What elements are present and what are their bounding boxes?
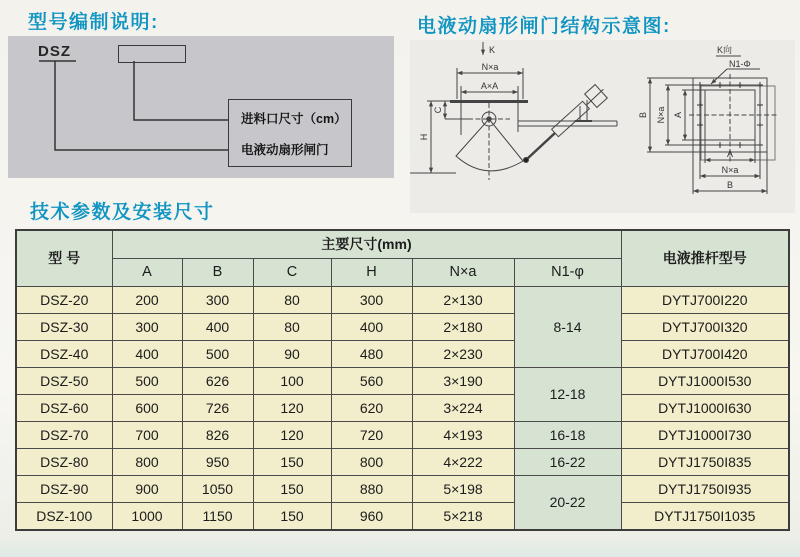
dim-cell: 960 <box>331 502 412 530</box>
dim-label-nxa-bottom: N×a <box>721 165 739 175</box>
section-title-tech-params: 技术参数及安装尺寸 <box>30 202 215 223</box>
model-cell: DSZ-50 <box>16 367 112 394</box>
col-header-b: B <box>182 258 253 286</box>
n1-range-cell: 8-14 <box>514 286 621 367</box>
rod-model-cell: DYTJ1750I935 <box>621 475 789 502</box>
callout-inlet-size: 进料口尺寸（cm） <box>241 112 347 126</box>
n1-range-cell: 20-22 <box>514 475 621 530</box>
dim-cell: 80 <box>253 313 331 340</box>
dim-label-a-left: A <box>673 111 683 119</box>
dim-cell: 90 <box>253 340 331 367</box>
dim-cell: 480 <box>331 340 412 367</box>
table-row <box>16 394 789 421</box>
model-cell: DSZ-60 <box>16 394 112 421</box>
dim-cell: 200 <box>112 286 182 313</box>
rod-model-cell: DYTJ700I320 <box>621 313 789 340</box>
dim-label-a-bottom: A <box>726 149 734 159</box>
rod-model-cell: DYTJ700I220 <box>621 286 789 313</box>
dim-cell: 1000 <box>112 502 182 530</box>
dim-label-c: C <box>433 106 443 114</box>
dim-cell: 560 <box>331 367 412 394</box>
dim-cell: 150 <box>253 475 331 502</box>
dim-cell: 600 <box>112 394 182 421</box>
dim-cell: 4×193 <box>412 421 514 448</box>
rod-model-cell: DYTJ1000I730 <box>621 421 789 448</box>
model-cell: DSZ-30 <box>16 313 112 340</box>
dim-cell: 5×218 <box>412 502 514 530</box>
dim-cell: 100 <box>253 367 331 394</box>
model-cell: DSZ-70 <box>16 421 112 448</box>
dim-cell: 2×130 <box>412 286 514 313</box>
section-title-structure: 电液动扇形闸门结构示意图: <box>417 16 671 37</box>
dim-cell: 300 <box>112 313 182 340</box>
table-row <box>16 286 789 313</box>
col-header-a: A <box>112 258 182 286</box>
col-header-h: H <box>331 258 412 286</box>
dim-cell: 300 <box>182 286 253 313</box>
dim-cell: 500 <box>182 340 253 367</box>
model-cell: DSZ-80 <box>16 448 112 475</box>
model-code-text: DSZ <box>38 43 71 60</box>
dim-cell: 726 <box>182 394 253 421</box>
dim-cell: 720 <box>331 421 412 448</box>
table-row <box>16 421 789 448</box>
dim-cell: 4×222 <box>412 448 514 475</box>
table-row <box>16 340 789 367</box>
dim-cell: 950 <box>182 448 253 475</box>
n1-range-cell: 12-18 <box>514 367 621 421</box>
dim-cell: 1150 <box>182 502 253 530</box>
callout-gate-name: 电液动扇形闸门 <box>241 143 329 157</box>
dim-label-axa: A×A <box>480 81 499 91</box>
dim-cell: 150 <box>253 448 331 475</box>
col-header-c: C <box>253 258 331 286</box>
dim-cell: 5×198 <box>412 475 514 502</box>
dim-cell: 2×230 <box>412 340 514 367</box>
dim-cell: 500 <box>112 367 182 394</box>
size-placeholder-box <box>118 45 186 63</box>
dim-label-b-bottom: B <box>726 180 734 190</box>
rod-model-cell: DYTJ1000I530 <box>621 367 789 394</box>
dim-cell: 400 <box>182 313 253 340</box>
rod-model-cell: DYTJ1750I1035 <box>621 502 789 530</box>
col-header-rod-model: 电液推杆型号 <box>621 230 789 286</box>
dim-cell: 826 <box>182 421 253 448</box>
col-header-nxa: N×a <box>412 258 514 286</box>
dim-cell: 620 <box>331 394 412 421</box>
table-row <box>16 502 789 530</box>
table-row <box>16 448 789 475</box>
tech-params-table <box>15 229 790 531</box>
dim-label-h: H <box>419 133 429 141</box>
dim-cell: 300 <box>331 286 412 313</box>
dim-cell: 120 <box>253 421 331 448</box>
model-code-panel <box>8 36 394 178</box>
dim-label-k: K <box>489 45 496 55</box>
dim-cell: 3×224 <box>412 394 514 421</box>
n1-range-cell: 16-18 <box>514 421 621 448</box>
model-cell: DSZ-40 <box>16 340 112 367</box>
dim-cell: 150 <box>253 502 331 530</box>
dim-cell: 880 <box>331 475 412 502</box>
dim-cell: 900 <box>112 475 182 502</box>
dim-cell: 400 <box>331 313 412 340</box>
dim-cell: 120 <box>253 394 331 421</box>
table-body <box>16 286 789 530</box>
dim-cell: 2×180 <box>412 313 514 340</box>
dim-cell: 3×190 <box>412 367 514 394</box>
dim-label-b-left: B <box>638 111 648 119</box>
rod-model-cell: DYTJ1750I835 <box>621 448 789 475</box>
dim-cell: 1050 <box>182 475 253 502</box>
dim-cell: 700 <box>112 421 182 448</box>
gate-structure-drawing <box>410 40 795 213</box>
model-cell: DSZ-20 <box>16 286 112 313</box>
dim-label-nxa-left: N×a <box>656 106 666 124</box>
dim-cell: 800 <box>331 448 412 475</box>
bolt-label-n1: N1-Φ <box>729 59 751 69</box>
callout-box <box>228 99 352 167</box>
structure-drawing-panel <box>410 40 795 213</box>
table-row <box>16 367 789 394</box>
table-row <box>16 313 789 340</box>
n1-range-cell: 16-22 <box>514 448 621 475</box>
table-row <box>16 475 789 502</box>
dim-label-nxa: N×a <box>481 62 499 72</box>
col-header-model: 型 号 <box>16 230 112 286</box>
col-header-n1: N1-φ <box>514 258 621 286</box>
rod-model-cell: DYTJ1000I630 <box>621 394 789 421</box>
dim-cell: 626 <box>182 367 253 394</box>
dim-cell: 80 <box>253 286 331 313</box>
dim-cell: 800 <box>112 448 182 475</box>
model-cell: DSZ-100 <box>16 502 112 530</box>
view-label-k: K向 <box>717 45 733 55</box>
model-cell: DSZ-90 <box>16 475 112 502</box>
section-title-model-code: 型号编制说明: <box>28 12 159 33</box>
rod-model-cell: DYTJ700I420 <box>621 340 789 367</box>
dim-cell: 400 <box>112 340 182 367</box>
col-group-main-dims: 主要尺寸(mm) <box>112 230 621 258</box>
